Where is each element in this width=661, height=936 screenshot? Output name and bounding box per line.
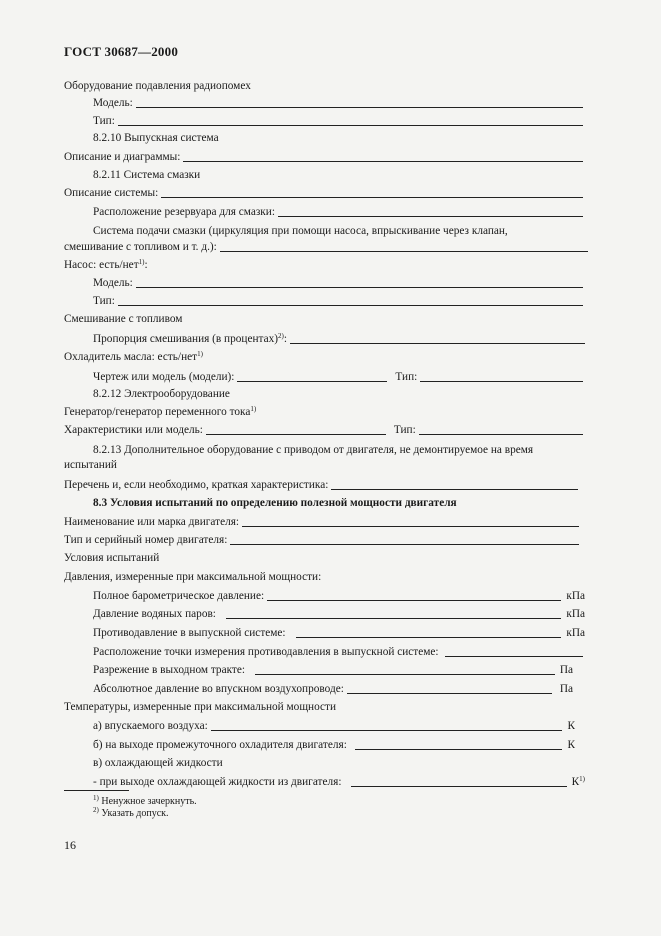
- unit-label: Па: [559, 683, 573, 695]
- field-label: Охладитель масла: есть/нет$^{1)}$: [64, 350, 203, 363]
- blank-line: [355, 748, 563, 750]
- field-label: Тип:: [395, 371, 418, 383]
- paragraph-text: Система подачи смазки (циркуляция при помощи насоса, впрыскивание через клапан,: [93, 225, 508, 237]
- blank-line: [255, 673, 555, 675]
- section-title: Температуры, измеренные при максимальной мощности: [64, 701, 337, 713]
- blank-line: [206, 433, 386, 435]
- footnote-ref: 2): [278, 332, 284, 340]
- blank-line: [230, 543, 579, 545]
- subsection-heading: 8.2.12 Электрооборудование: [93, 388, 230, 400]
- blank-line: [331, 488, 578, 490]
- blank-line: [242, 525, 579, 527]
- paragraph-text: испытаний: [64, 459, 117, 471]
- field-label: Тип:: [93, 115, 115, 127]
- footnote-mark: 2): [93, 806, 99, 814]
- field-label: Расположение точки измерения противодавления в выпускной системе:: [93, 646, 439, 658]
- section-title-rfi: Оборудование подавления радиопомех: [64, 80, 251, 92]
- field-label: смешивание с топливом и т. д.):: [64, 241, 217, 253]
- blank-line: [183, 160, 583, 162]
- footnote-2: $^{2)}$ Указать допуск.: [93, 806, 169, 819]
- unit-label: К: [567, 720, 575, 732]
- field-label: Пропорция смешивания (в процентах)$^{2)}$:: [93, 332, 287, 345]
- section-title: Условия испытаний: [64, 552, 160, 564]
- section-title: Давления, измеренные при максимальной мощности:: [64, 571, 322, 583]
- field-label: Характеристики или модель:: [64, 424, 203, 436]
- field-label: Абсолютное давление во впускном воздухопроводе:: [93, 683, 344, 695]
- footnote-1: $^{1)}$ Ненужное зачеркнуть.: [93, 794, 197, 807]
- field-label: Описание и диаграммы:: [64, 151, 181, 163]
- field-label: Насос: есть/нет$^{1)}$:: [64, 258, 148, 271]
- blank-line: [296, 636, 562, 638]
- subsection-heading: 8.2.13 Дополнительное оборудование с приводом от двигателя, не демонтируемое на время: [93, 444, 534, 456]
- field-label: Тип:: [393, 424, 416, 436]
- unit-label: кПа: [566, 608, 585, 620]
- blank-line: [351, 785, 566, 787]
- section-heading-8-3: 8.3 Условия испытаний по определению полезной мощности двигателя: [93, 497, 457, 509]
- blank-line: [419, 433, 583, 435]
- unit-label: К: [567, 739, 575, 751]
- blank-line: [347, 692, 552, 694]
- blank-line: [136, 286, 583, 288]
- subsection-heading: 8.2.11 Система смазки: [93, 169, 201, 181]
- section-title: Смешивание с топливом: [64, 313, 183, 325]
- blank-line: [136, 106, 583, 108]
- field-label: - при выходе охлаждающей жидкости из двигателя:: [93, 776, 342, 788]
- field-label: Генератор/генератор переменного тока$^{1)}$: [64, 405, 257, 418]
- field-label: Описание системы:: [64, 187, 159, 199]
- field-label: Разрежение в выходном тракте:: [93, 664, 246, 676]
- blank-line: [118, 304, 583, 306]
- field-label: Тип и серийный номер двигателя:: [64, 534, 228, 546]
- field-label: Противодавление в выпускной системе:: [93, 627, 286, 639]
- field-label: Наименование или марка двигателя:: [64, 516, 240, 528]
- footnote-ref: 1): [579, 775, 585, 783]
- blank-line: [420, 380, 583, 382]
- blank-line: [445, 655, 583, 657]
- field-label: Модель:: [93, 277, 133, 289]
- field-label: а) впускаемого воздуха:: [93, 720, 208, 732]
- blank-line: [118, 124, 583, 126]
- blank-line: [267, 599, 561, 601]
- field-label: Модель:: [93, 97, 133, 109]
- unit-label: Па: [559, 664, 573, 676]
- footnote-ref: 1): [250, 405, 257, 413]
- field-label: Тип:: [93, 295, 115, 307]
- unit-label: $К^{1)}$: [571, 775, 585, 788]
- footnote-separator: [64, 790, 129, 791]
- subsection-heading: 8.2.10 Выпускная система: [93, 132, 219, 144]
- blank-line: [290, 342, 585, 344]
- footnote-ref: 1): [138, 258, 145, 266]
- blank-line: [220, 250, 588, 252]
- field-label: в) охлаждающей жидкости: [93, 757, 223, 769]
- blank-line: [237, 380, 387, 382]
- standard-header: ГОСТ 30687—2000: [64, 44, 179, 59]
- blank-line: [226, 617, 561, 619]
- blank-line: [278, 215, 583, 217]
- footnote-ref: 1): [197, 350, 203, 358]
- footnote-mark: 1): [93, 794, 99, 802]
- field-label: Чертеж или модель (модели):: [93, 371, 235, 383]
- field-label: Перечень и, если необходимо, краткая характеристика:: [64, 479, 329, 491]
- field-label: б) на выходе промежуточного охладителя двигателя:: [93, 739, 347, 751]
- blank-line: [161, 196, 583, 198]
- blank-line: [211, 729, 563, 731]
- page-number: 16: [64, 838, 76, 852]
- field-label: Давление водяных паров:: [93, 608, 216, 620]
- field-label: Расположение резервуара для смазки:: [93, 206, 275, 218]
- unit-label: кПа: [566, 590, 585, 602]
- unit-label: кПа: [566, 627, 585, 639]
- field-label: Полное барометрическое давление:: [93, 590, 265, 602]
